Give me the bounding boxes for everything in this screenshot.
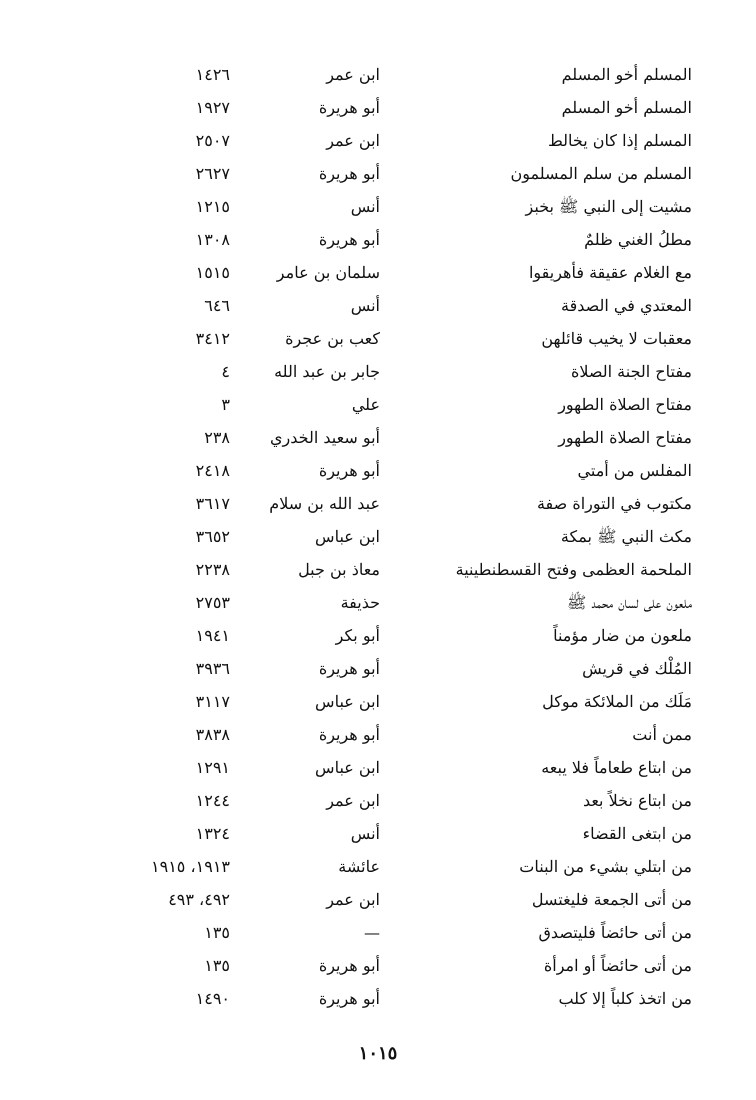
- index-row: [0, 652, 756, 685]
- narrator-name: أبو سعيد الخدري: [270, 428, 380, 447]
- index-row: [0, 289, 756, 322]
- narrator-name: ابن عباس: [315, 527, 380, 546]
- narrator-name: أنس: [350, 197, 380, 216]
- hadith-text: مشيت إلى النبي ﷺ بخبز: [525, 197, 692, 216]
- hadith-number-value: ١٣٠٨: [195, 230, 230, 249]
- hadith-text: مفتاح الجنة الصلاة: [570, 362, 692, 381]
- hadith-number: [0, 157, 230, 190]
- hadith-number: [0, 751, 230, 784]
- narrator-name: ابن عمر: [326, 791, 380, 810]
- hadith-number: [0, 58, 230, 91]
- hadith-number: [0, 949, 230, 982]
- hadith-number-value: ٢٧٥٣: [195, 593, 230, 612]
- narrator-name: سلمان بن عامر: [276, 263, 380, 282]
- narrator-name: عبد الله بن سلام: [269, 494, 380, 513]
- narrator-name: أنس: [350, 824, 380, 843]
- index-row: [0, 487, 756, 520]
- narrator-name: أبو هريرة: [318, 461, 380, 480]
- hadith-number: [0, 784, 230, 817]
- hadith-number: [0, 982, 230, 1015]
- hadith-number: [0, 190, 230, 223]
- hadith-number-value: ٤: [221, 362, 230, 381]
- hadith-number-value: ٤٩٢، ٤٩٣: [168, 890, 230, 909]
- narrator-name: أبو هريرة: [318, 659, 380, 678]
- hadith-text: مكث النبي ﷺ بمكة: [560, 527, 692, 546]
- index-row: [0, 817, 756, 850]
- narrator-name: أبو هريرة: [318, 230, 380, 249]
- narrator-name: أنس: [350, 296, 380, 315]
- index-row: [0, 718, 756, 751]
- narrator-name: علي: [351, 395, 380, 414]
- index-row: [0, 751, 756, 784]
- hadith-text: من ابتلي بشيء من البنات: [519, 857, 692, 876]
- hadith-text: المفلس من أمتي: [577, 461, 692, 480]
- hadith-text: مَلَك من الملائكة موكل: [542, 692, 692, 711]
- hadith-number-value: ٣١١٧: [195, 692, 230, 711]
- hadith-text: المسلم إذا كان يخالط: [547, 131, 692, 150]
- hadith-number: [0, 652, 230, 685]
- hadith-number-value: ٢٦٢٧: [195, 164, 230, 183]
- narrator-name: أبو هريرة: [318, 725, 380, 744]
- narrator-name: ابن عمر: [326, 890, 380, 909]
- hadith-number-value: ٢٢٣٨: [195, 560, 230, 579]
- index-row: [0, 322, 756, 355]
- index-row: [0, 454, 756, 487]
- hadith-number-value: ٣٦١٧: [195, 494, 230, 513]
- narrator-name: أبو هريرة: [318, 98, 380, 117]
- hadith-number-value: ١٣٥: [204, 956, 230, 975]
- narrator-name: معاذ بن جبل: [298, 560, 380, 579]
- hadith-number-value: ١٣٢٤: [195, 824, 230, 843]
- hadith-text: الملحمة العظمى وفتح القسطنطينية: [455, 560, 692, 579]
- hadith-number: [0, 256, 230, 289]
- hadith-text: من أتى حائضاً فليتصدق: [538, 923, 692, 942]
- hadith-number-value: ٣٤١٢: [195, 329, 230, 348]
- narrator-name: —: [364, 923, 380, 942]
- narrator-name: أبو هريرة: [318, 164, 380, 183]
- hadith-number: [0, 91, 230, 124]
- hadith-text: المسلم أخو المسلم: [561, 98, 692, 117]
- index-row: [0, 91, 756, 124]
- hadith-number-value: ٦٤٦: [204, 296, 230, 315]
- hadith-text: مكتوب في التوراة صفة: [536, 494, 692, 513]
- hadith-text: المُلْك في قريش: [582, 659, 692, 678]
- hadith-number: [0, 850, 230, 883]
- hadith-number: [0, 223, 230, 256]
- hadith-text: من ابتاع نخلاً بعد: [582, 791, 692, 810]
- index-row: [0, 784, 756, 817]
- hadith-text: من ابتاع طعاماً فلا يبعه: [541, 758, 692, 777]
- index-row: [0, 223, 756, 256]
- hadith-text: معقبات لا يخيب قائلهن: [541, 329, 692, 348]
- hadith-number: [0, 520, 230, 553]
- index-row: [0, 949, 756, 982]
- index-row: [0, 355, 756, 388]
- narrator-name: جابر بن عبد الله: [274, 362, 380, 381]
- hadith-number-value: ١٤٢٦: [195, 65, 230, 84]
- hadith-number: [0, 817, 230, 850]
- index-row: [0, 916, 756, 949]
- index-row: [0, 157, 756, 190]
- hadith-number: [0, 388, 230, 421]
- hadith-number-value: ١٩١٣، ١٩١٥: [151, 857, 230, 876]
- narrator-name: كعب بن عجرة: [285, 329, 380, 348]
- index-row: [0, 619, 756, 652]
- hadith-text: ملعون على لسان محمد ﷺ: [567, 593, 692, 612]
- hadith-number-value: ١٣٥: [204, 923, 230, 942]
- index-row: [0, 256, 756, 289]
- hadith-text: المسلم أخو المسلم: [561, 65, 692, 84]
- narrator-name: ابن عباس: [315, 758, 380, 777]
- hadith-number: [0, 916, 230, 949]
- hadith-text: المسلم من سلم المسلمون: [510, 164, 692, 183]
- hadith-number-value: ١٢١٥: [195, 197, 230, 216]
- index-row: [0, 388, 756, 421]
- narrator-name: ابن عمر: [326, 131, 380, 150]
- hadith-number-value: ٣: [221, 395, 230, 414]
- index-row: [0, 982, 756, 1015]
- hadith-number: [0, 124, 230, 157]
- hadith-number-value: ١٢٤٤: [195, 791, 230, 810]
- hadith-index-table: [0, 58, 756, 1015]
- hadith-number-value: ٣٩٣٦: [195, 659, 230, 678]
- hadith-text: من أتى حائضاً أو امرأة: [543, 956, 692, 975]
- hadith-number-value: ١٤٩٠: [195, 989, 230, 1008]
- hadith-number-value: ٣٨٣٨: [195, 725, 230, 744]
- hadith-number-value: ١٩٢٧: [195, 98, 230, 117]
- narrator-name: ابن عباس: [315, 692, 380, 711]
- hadith-text: مع الغلام عقيقة فأهريقوا: [528, 263, 692, 282]
- hadith-number: [0, 685, 230, 718]
- narrator-name: أبو بكر: [335, 626, 380, 645]
- hadith-number: [0, 355, 230, 388]
- hadith-text: مطلُ الغني ظلمٌ: [584, 230, 692, 249]
- hadith-number: [0, 487, 230, 520]
- hadith-text: من ابتغى القضاء: [582, 824, 692, 843]
- hadith-number: [0, 322, 230, 355]
- hadith-text: مفتاح الصلاة الطهور: [558, 395, 692, 414]
- page-number: ١٠١٥: [358, 1043, 398, 1064]
- index-row: [0, 190, 756, 223]
- hadith-number-value: ١٢٩١: [195, 758, 230, 777]
- hadith-number-value: ٢٤١٨: [195, 461, 230, 480]
- hadith-text: من اتخذ كلباً إلا كلب: [558, 989, 692, 1008]
- hadith-number-value: ٢٣٨: [204, 428, 230, 447]
- narrator-name: عائشة: [338, 857, 380, 876]
- hadith-number: [0, 553, 230, 586]
- hadith-text: من أتى الجمعة فليغتسل: [531, 890, 692, 909]
- hadith-number: [0, 718, 230, 751]
- hadith-number: [0, 454, 230, 487]
- index-row: [0, 124, 756, 157]
- index-row: [0, 58, 756, 91]
- hadith-number-value: ٣٦٥٢: [195, 527, 230, 546]
- hadith-number: [0, 619, 230, 652]
- narrator-name: حذيفة: [340, 593, 380, 612]
- hadith-number-value: ١٥١٥: [195, 263, 230, 282]
- index-row: [0, 421, 756, 454]
- hadith-text: مفتاح الصلاة الطهور: [558, 428, 692, 447]
- narrator-name: أبو هريرة: [318, 956, 380, 975]
- index-row: [0, 553, 756, 586]
- hadith-text: المعتدي في الصدقة: [560, 296, 692, 315]
- hadith-number: [0, 883, 230, 916]
- narrator-name: أبو هريرة: [318, 989, 380, 1008]
- index-row: [0, 883, 756, 916]
- index-row: [0, 520, 756, 553]
- hadith-text: ممن أنت: [632, 725, 692, 744]
- hadith-number: [0, 289, 230, 322]
- index-row: [0, 850, 756, 883]
- hadith-number-value: ٢٥٠٧: [195, 131, 230, 150]
- index-row: [0, 586, 756, 619]
- hadith-number: [0, 586, 230, 619]
- hadith-text: ملعون من ضار مؤمناً: [553, 626, 692, 645]
- index-row: [0, 685, 756, 718]
- hadith-number-value: ١٩٤١: [195, 626, 230, 645]
- narrator-name: ابن عمر: [326, 65, 380, 84]
- hadith-number: [0, 421, 230, 454]
